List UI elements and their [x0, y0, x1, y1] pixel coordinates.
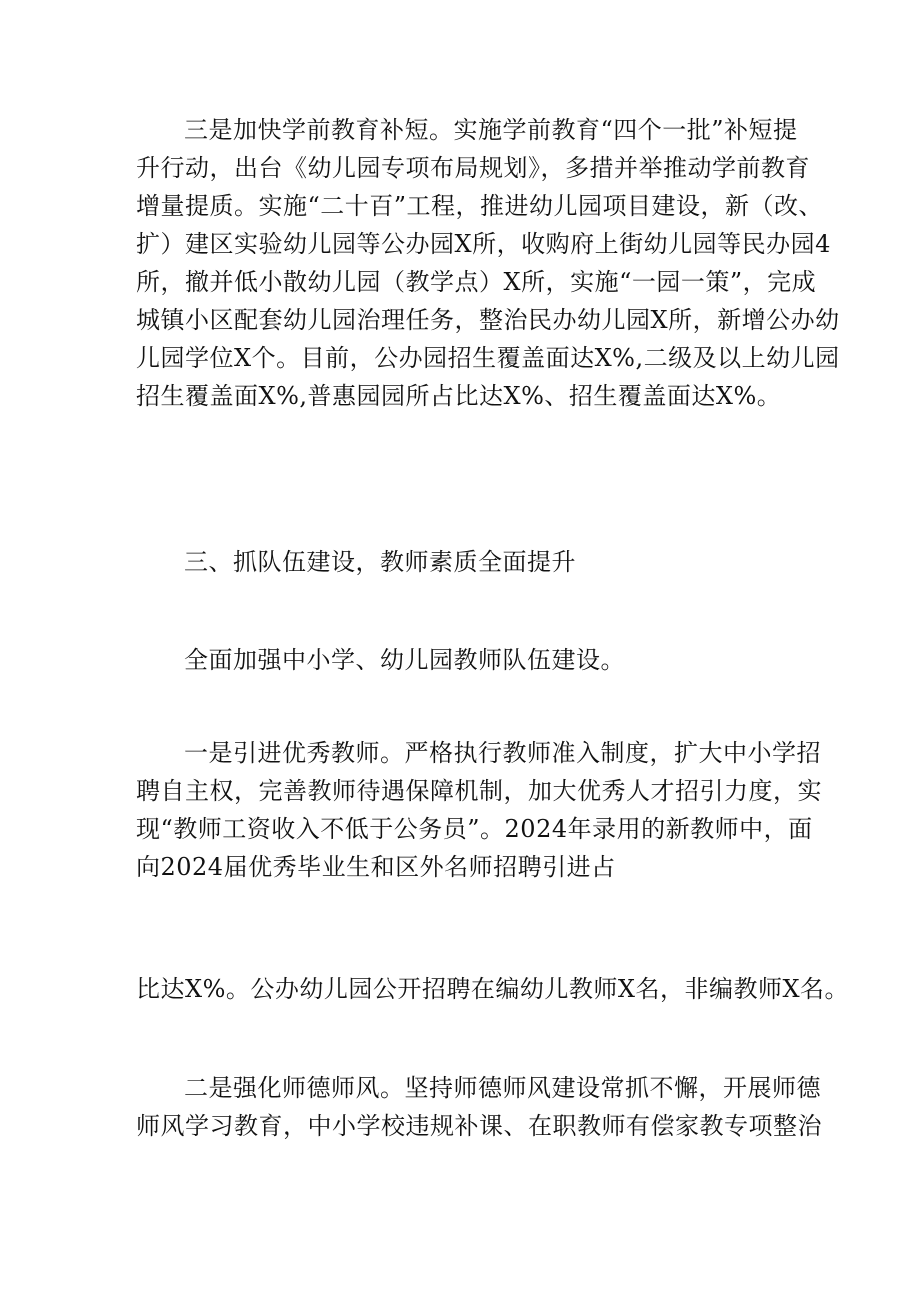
text-line: 扩）建区实验幼儿园等公办园X所，收购府上街幼儿园等民办园4 [136, 230, 831, 258]
paragraph-teacher-ethics [136, 1069, 822, 1145]
text-line: 比达X%。公办幼儿园公开招聘在编幼儿教师X名，非编教师X名。 [136, 975, 850, 1003]
paragraph-preschool-education [136, 111, 840, 415]
text-line: 聘自主权，完善教师待遇保障机制，加大优秀人才招引力度，实 [136, 777, 822, 805]
paragraph-teacher-team [136, 641, 796, 679]
text-line: 师风学习教育，中小学校违规补课、在职教师有偿家教专项整治 [136, 1112, 822, 1140]
paragraph-recruit-teachers [136, 734, 822, 886]
text-line: 增量提质。实施“二十百”工程，推进幼儿园项目建设，新（改、 [136, 192, 824, 220]
section-heading [136, 543, 796, 581]
text-line: 现“教师工资收入不低于公务员”。2024年录用的新教师中，面 [136, 815, 813, 843]
text-line: 二是强化师德师风。坚持师德师风建设常抓不懈，开展师德 [184, 1074, 821, 1102]
paragraph-recruit-continuation [136, 970, 850, 1008]
text-line: 招生覆盖面X%,普惠园园所占比达X%、招生覆盖面达X%。 [136, 382, 782, 410]
text-line: 一是引进优秀教师。严格执行教师准入制度，扩大中小学招 [184, 739, 821, 767]
text-line: 所，撤并低小散幼儿园（教学点）X所，实施“一园一策”，完成 [136, 268, 817, 296]
text-line: 向2024届优秀毕业生和区外名师招聘引进占 [136, 853, 616, 881]
text-line: 三是加快学前教育补短。实施学前教育“四个一批”补短提 [184, 116, 798, 144]
heading-line: 三、抓队伍建设，教师素质全面提升 [184, 548, 576, 576]
text-line: 全面加强中小学、幼儿园教师队伍建设。 [184, 646, 625, 674]
text-line: 儿园学位X个。目前，公办园招生覆盖面达X%,二级及以上幼儿园 [136, 344, 840, 372]
text-line: 城镇小区配套幼儿园治理任务，整治民办幼儿园X所，新增公办幼 [136, 306, 840, 334]
text-line: 升行动，出台《幼儿园专项布局规划》，多措并举推动学前教育 [136, 154, 810, 182]
